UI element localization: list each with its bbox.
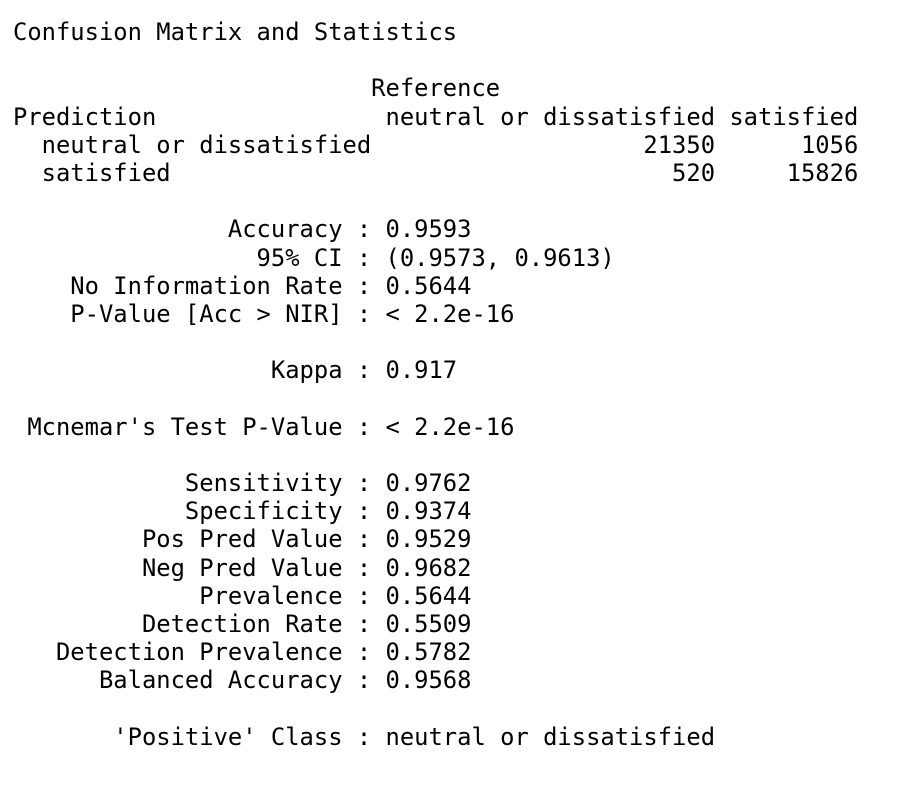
spacer-line (13, 187, 906, 215)
positive-class-line: 'Positive' Class : neutral or dissatisfied (13, 722, 716, 751)
stat-no-information-rate-line: No Information Rate : 0.5644 (13, 271, 472, 300)
spacer-line (13, 384, 906, 412)
stat-ci-line: 95% CI : (0.9573, 0.9613) (13, 243, 615, 272)
spacer-line (13, 695, 906, 723)
stat-accuracy-line: Accuracy : 0.9593 (13, 215, 472, 244)
matrix-row-neutral-line: neutral or dissatisfied 21350 1056 (13, 130, 859, 159)
spacer-line (13, 441, 906, 469)
stat-sensitivity-line: Sensitivity : 0.9762 (13, 469, 472, 497)
stat-specificity-line: Specificity : 0.9374 (13, 497, 472, 526)
confusion-matrix-output (13, 18, 906, 751)
stat-prevalence-line: Prevalence : 0.5644 (13, 581, 472, 610)
stat-mcnemar-pvalue-line: Mcnemar's Test P-Value : < 2.2e-16 (13, 412, 515, 441)
matrix-row-satisfied-line: satisfied 520 15826 (13, 158, 859, 187)
spacer-line (13, 328, 906, 356)
spacer-line (13, 46, 906, 74)
stat-balanced-accuracy-line: Balanced Accuracy : 0.9568 (13, 666, 472, 695)
stat-pos-pred-value-line: Pos Pred Value : 0.9529 (13, 525, 472, 554)
stat-kappa-line: Kappa : 0.917 (13, 356, 458, 385)
stat-detection-prevalence-line: Detection Prevalence : 0.5782 (13, 638, 472, 667)
matrix-column-names-line: Prediction neutral or dissatisfied satisfied (13, 102, 859, 131)
stat-detection-rate-line: Detection Rate : 0.5509 (13, 609, 472, 638)
stat-pvalue-acc-nir-line: P-Value [Acc > NIR] : < 2.2e-16 (13, 299, 515, 328)
stat-neg-pred-value-line: Neg Pred Value : 0.9682 (13, 553, 472, 582)
report-title-line: Confusion Matrix and Statistics (13, 18, 458, 46)
matrix-reference-header-line: Reference (13, 74, 501, 103)
